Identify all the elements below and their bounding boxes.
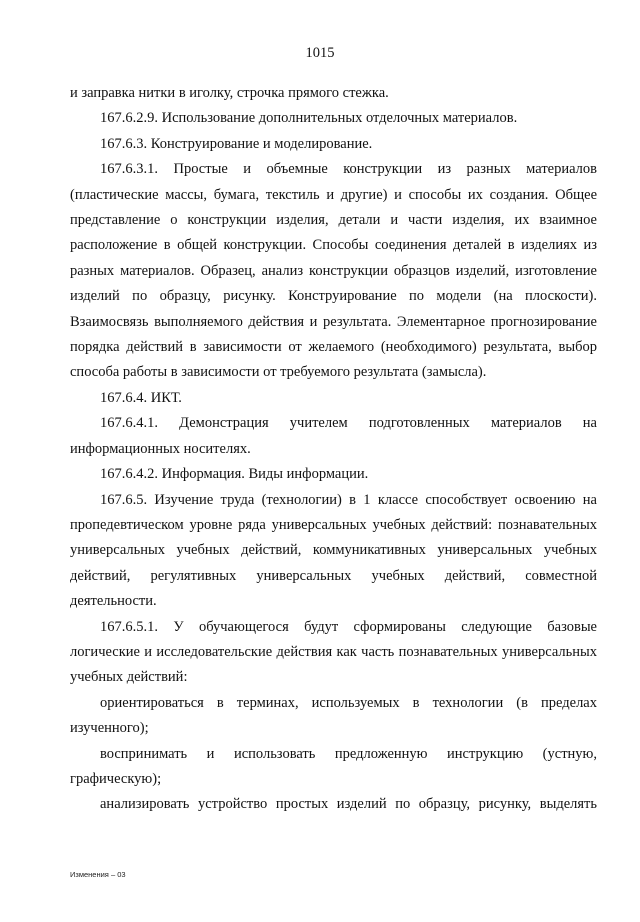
- paragraph-167-6-5-1: 167.6.5.1. У обучающегося будут сформированы следующие базовые логические и исследовательские действия как часть познавательных универсальных учебных действий:: [70, 618, 597, 686]
- list-item-instruction: воспринимать и использовать предложенную инструкцию (устную, графическую);: [70, 745, 597, 787]
- paragraph-167-6-4-1: 167.6.4.1. Демонстрация учителем подготовленных материалов на информационных носителях.: [70, 415, 597, 457]
- list-item-terms: ориентироваться в терминах, используемых в технологии (в пределах изученного);: [70, 694, 597, 737]
- list-item-analyze: анализировать устройство простых изделий по образцу, рисунку, выделять: [100, 796, 597, 813]
- footer-revision-note: Изменения – 03: [70, 870, 126, 879]
- paragraph-167-6-5: 167.6.5. Изучение труда (технологии) в 1 классе способствует освоению на пропедевтическом уровне ряда универсальных учебных действий: познавательных универсальных учебных действий, коммуникативных универсальных учебных действий, регулятивных универсальных учебных действий, совместной деятельности.: [70, 491, 597, 610]
- paragraph-167-6-4: 167.6.4. ИКТ.: [100, 389, 182, 406]
- paragraph-167-6-3: 167.6.3. Конструирование и моделирование.: [100, 135, 373, 152]
- paragraph-continuation: и заправка нитки в иголку, строчка прямого стежка.: [70, 85, 389, 101]
- paragraph-167-6-4-2: 167.6.4.2. Информация. Виды информации.: [100, 466, 369, 483]
- document-body: [70, 81, 597, 818]
- page-number: 1015: [305, 45, 335, 61]
- paragraph-167-6-2-9: 167.6.2.9. Использование дополнительных отделочных материалов.: [100, 110, 518, 127]
- paragraph-167-6-3-1: 167.6.3.1. Простые и объемные конструкции из разных материалов (пластические массы, бумага, текстиль и другие) и способы их создания. Общее представление о конструкции изделия, детали и части изделия, их взаимное расположение в общей конструкции. Способы соединения деталей в изделиях из разных материалов. Образец, анализ конструкции образцов изделий, изготовление изделий по образцу, рисунку. Конструирование по модели (на плоскости). Взаимосвязь выполняемого действия и результата. Элементарное прогнозирование порядка действий в зависимости от желаемого (необходимого) результата, выбор способа работы в зависимости от требуемого результата (замысла).: [70, 161, 597, 381]
